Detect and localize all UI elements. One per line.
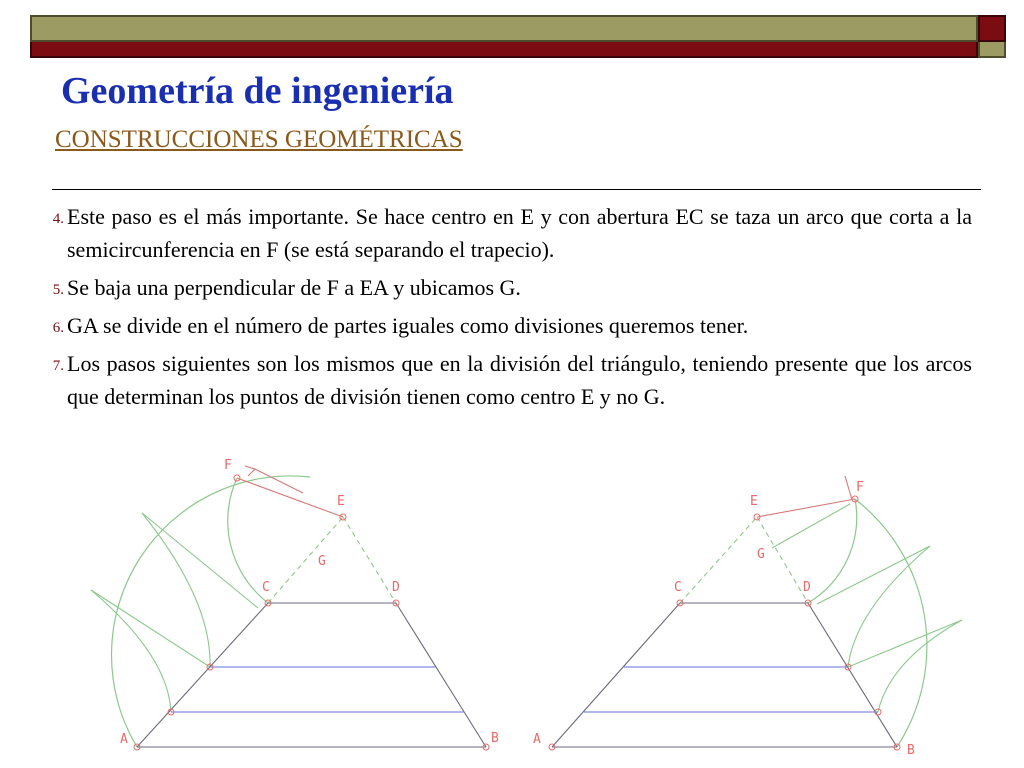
right-label-g: G [757, 547, 765, 562]
right-label-d: D [803, 580, 811, 595]
left-side-bd [396, 603, 486, 747]
left-label-a: A [120, 732, 128, 747]
right-guide-line [772, 504, 850, 548]
step-item-5 [42, 271, 972, 304]
divider-line [52, 189, 981, 190]
right-guide-line [848, 620, 962, 667]
left-label-b: B [491, 731, 499, 746]
right-line-ef [757, 499, 855, 517]
right-label-f: F [856, 480, 864, 495]
step-text: Este paso es el más importante. Se hace centro en E y con abertura EC se taza un arco que corta a la semicircunferencia en F (se está separando el trapecio). [67, 204, 972, 262]
left-arrow-mark [245, 466, 255, 476]
step-text: Los pasos siguientes son los mismos que en la división del triángulo, teniendo presente que los arcos que determinan los puntos de división tienen como centro E y no G. [67, 351, 972, 409]
step-item-4 [42, 200, 972, 266]
step-number: 5. [52, 282, 64, 298]
left-semicircle-arc [112, 476, 310, 747]
step-item-7 [42, 347, 972, 413]
left-label-d: D [392, 580, 400, 595]
right-side-bd [808, 603, 897, 747]
steps-list [42, 200, 972, 418]
left-guide-line [142, 513, 258, 608]
left-division-arc [91, 590, 171, 712]
right-label-c: C [674, 580, 682, 595]
left-point-markers [134, 475, 489, 750]
left-line-fe [237, 478, 343, 517]
accent-square-bottom [978, 42, 1006, 58]
maroon-band [30, 42, 978, 58]
left-label-f: F [224, 458, 232, 473]
right-division-arc [848, 546, 930, 667]
left-division-arc [142, 513, 210, 667]
step-number: 4. [52, 211, 64, 227]
trapezoid-division-figure [0, 445, 1024, 768]
step-item-6 [42, 309, 972, 342]
left-construction [91, 458, 499, 750]
slide-title: Geometría de ingeniería [61, 70, 454, 112]
title-decoration-bar [30, 15, 1006, 59]
right-dashed-ce [680, 517, 757, 603]
right-tick-f [845, 476, 852, 500]
left-side-ac [137, 603, 268, 747]
left-label-e: E [337, 494, 345, 509]
right-label-b: B [907, 743, 915, 758]
left-dashed-ed [343, 517, 396, 603]
step-number: 6. [52, 320, 64, 336]
step-text: GA se divide en el número de partes iguales como divisiones queremos tener. [67, 313, 749, 338]
right-label-e: E [750, 494, 758, 509]
left-dashed-ce [268, 517, 343, 603]
right-side-ac [552, 603, 680, 747]
right-construction [533, 476, 962, 758]
left-label-c: C [262, 580, 270, 595]
left-arrow-line [255, 469, 303, 493]
slide-subtitle: CONSTRUCCIONES GEOMÉTRICAS [55, 126, 463, 153]
accent-square-top [978, 15, 1006, 42]
olive-band [30, 15, 978, 42]
step-text: Se baja una perpendicular de F a EA y ubicamos G. [67, 275, 521, 300]
right-semicircle-arc [855, 499, 927, 747]
right-label-a: A [533, 732, 541, 747]
step-number: 7. [52, 358, 64, 374]
left-label-g: G [318, 554, 326, 569]
